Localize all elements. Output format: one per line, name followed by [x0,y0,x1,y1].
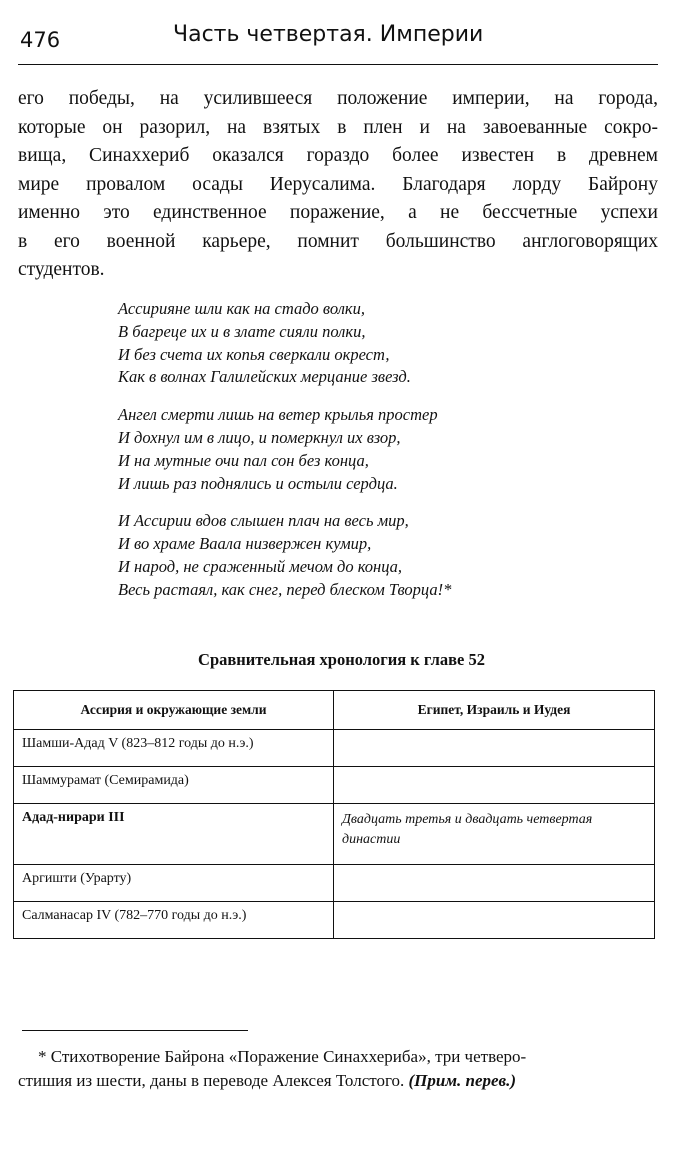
table-cell: Шамши-Адад V (823–812 годы до н.э.) [14,730,334,767]
poem-line: Ассирияне шли как на стадо волки, [118,299,366,318]
poem-line: И дохнул им в лицо, и померкнул их взор, [118,427,401,447]
page-number: 476 [20,28,61,52]
table-cell: Салманасар IV (782–770 годы до н.э.) [14,902,334,939]
poem-line: И народ, не сраженный мечом до конца, [118,556,403,576]
poem-stanza-2 [118,404,578,495]
poem-line: В багреце их и в злате сияли полки, [118,321,366,341]
column-header-egypt-israel: Египет, Израиль и Иудея [334,691,655,730]
table-cell: Аргишти (Урарту) [14,865,334,902]
body-line: студентов. [18,259,105,280]
table-title: Сравнительная хронология к главе 52 [198,650,485,669]
header-rule [18,64,658,65]
poem-line: И лишь раз поднялись и остыли сердца. [118,473,398,493]
body-line: вища, Синаххериб оказался гораздо более известен в древнем [18,145,658,166]
table-cell [334,865,655,902]
footnote [18,1045,658,1093]
column-header-assyria: Ассирия и окружающие земли [14,691,334,730]
poem-line: Как в волнах Галилейских мерцание звезд. [118,367,411,387]
translator-note: (Прим. перев.) [408,1071,517,1090]
poem-line: И на мутные очи пал сон без конца, [118,450,369,470]
table-cell: Адад-нирари III [14,804,334,865]
poem-line: И без счета их копья сверкали окрест, [118,344,390,364]
table-header-row [14,691,655,730]
table-row [14,865,655,902]
body-line: которые он разорил, на взятых в плен и на завоеванные сокро- [18,116,658,138]
body-paragraph [18,85,658,285]
poem-stanza-3 [118,510,578,601]
poem [118,298,578,617]
footnote-line: * Стихотворение Байрона «Поражение Синаххериба», три четверо- [38,1047,527,1066]
page-header [18,20,658,60]
poem-stanza-1 [118,298,578,389]
table-row [14,902,655,939]
table-cell: Шаммурамат (Семирамида) [14,767,334,804]
table-cell: Двадцать третья и двадцать четвертая династии [334,804,655,865]
poem-line: И Ассирии вдов слышен плач на весь мир, [118,511,409,531]
table-cell [334,730,655,767]
poem-line: И во храме Ваала низвержен кумир, [118,534,372,554]
body-line: мире провалом осады Иерусалима. Благодаря лорду Байрону [18,173,658,195]
chronology-table [13,690,655,939]
table-cell [334,902,655,939]
table-row [14,767,655,804]
table-row [14,730,655,767]
body-line: в его военной карьере, помнит большинство англоговорящих [18,230,658,252]
body-line: именно это единственное поражение, а не бессчетные успехи [18,202,658,223]
footnote-text: стишия из шести, даны в переводе Алексея Толстого. [18,1071,409,1090]
table-cell [334,767,655,804]
poem-line: Весь растаял, как снег, перед блеском Творца!* [118,579,452,599]
body-line: его победы, на усилившееся положение империи, на города, [18,88,658,109]
poem-line: Ангел смерти лишь на ветер крылья простер [118,405,438,425]
table-row [14,804,655,865]
footnote-line [18,1069,658,1093]
running-title: Часть четвертая. Империи [173,22,484,47]
footnote-rule [22,1030,248,1031]
